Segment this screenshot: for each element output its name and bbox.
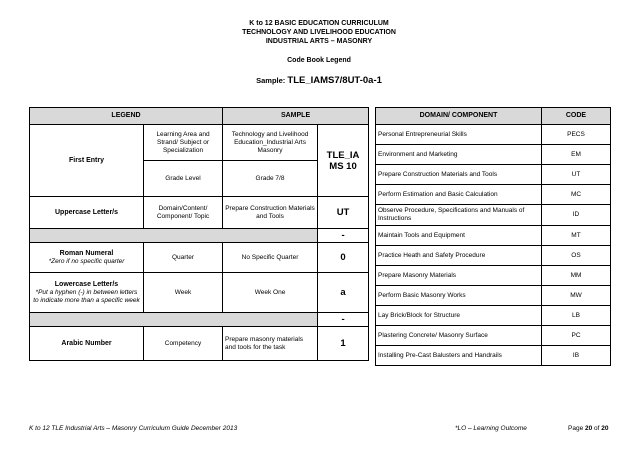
arabic-number-label: Arabic Number (30, 327, 144, 361)
domain-name: Observe Procedure, Specifications and Manuals of Instructions (376, 205, 542, 226)
domain-name: Prepare Construction Materials and Tools (376, 165, 542, 185)
week-value: Week One (223, 273, 318, 313)
legend-table (29, 107, 369, 361)
domain-component-header: DOMAIN/ COMPONENT (376, 108, 542, 125)
domain-name: Plastering Concrete/ Masonry Surface (376, 326, 542, 346)
lowercase-letters-cell (30, 273, 144, 313)
roman-numeral-note: *Zero if no specific quarter (48, 257, 125, 265)
domain-code: LB (542, 306, 611, 326)
separator-row-2 (30, 313, 318, 327)
domain-label: Domain/Content/ Component/ Topic (144, 197, 223, 229)
page-indicator (568, 425, 609, 432)
domain-name: Personal Entrepreneurial Skills (376, 125, 542, 145)
domain-code: MC (542, 185, 611, 205)
doc-title-line3: INDUSTRIAL ARTS – MASONRY (265, 38, 373, 45)
separator-row-1 (30, 229, 318, 243)
domain-code-table (375, 107, 611, 366)
lowercase-letters-note: *Put a hyphen (-) in between letters to indicate more than a specific week (33, 288, 140, 304)
learning-area-value: Technology and Livelihood Education_Industrial Arts Masonry (223, 125, 318, 161)
page-number: 20 (585, 425, 593, 432)
domain-name: Installing Pre-Cast Balusters and Handrails (376, 346, 542, 366)
domain-name: Perform Basic Masonry Works (376, 286, 542, 306)
domain-name: Prepare Masonry Materials (376, 266, 542, 286)
grade-level-value: Grade 7/8 (223, 161, 318, 197)
hyphen-2: - (318, 313, 369, 327)
competency-code: 1 (318, 327, 369, 361)
week-label: Week (144, 273, 223, 313)
domain-name: Lay Brick/Block for Structure (376, 306, 542, 326)
first-entry-code: TLE_IA MS 10 (318, 125, 369, 197)
domain-value: Prepare Construction Materials and Tools (223, 197, 318, 229)
code-book-legend-title: Code Book Legend (287, 57, 351, 64)
footer-guide-title: K to 12 TLE Industrial Arts – Masonry Curriculum Guide December 2013 (29, 425, 238, 432)
uppercase-letters-label: Uppercase Letter/s (30, 197, 144, 229)
domain-code: MT (542, 226, 611, 246)
learning-area-label: Learning Area and Strand/ Subject or Specialization (144, 125, 223, 161)
grade-level-label: Grade Level (144, 161, 223, 197)
sample-label: Sample: (256, 76, 286, 85)
code-header: CODE (542, 108, 611, 125)
week-code: a (318, 273, 369, 313)
quarter-code: 0 (318, 243, 369, 273)
domain-code: PECS (542, 125, 611, 145)
domain-code: UT (318, 197, 369, 229)
quarter-value: No Specific Quarter (223, 243, 318, 273)
doc-title-line1: K to 12 BASIC EDUCATION CURRICULUM (249, 20, 389, 27)
domain-code: OS (542, 246, 611, 266)
first-entry-label: First Entry (30, 125, 144, 197)
domain-code: ID (542, 205, 611, 226)
roman-numeral-label: Roman Numeral (59, 249, 114, 257)
roman-numeral-cell (30, 243, 144, 273)
competency-label: Competency (144, 327, 223, 361)
sample-header: SAMPLE (223, 108, 369, 125)
footer-lo-note: *LO – Learning Outcome (455, 425, 527, 432)
lowercase-letters-label: Lowercase Letter/s (54, 280, 119, 288)
sample-line (0, 75, 638, 86)
hyphen-1: - (318, 229, 369, 243)
domain-name: Environment and Marketing (376, 145, 542, 165)
quarter-label: Quarter (144, 243, 223, 273)
domain-code: EM (542, 145, 611, 165)
page-label: Page (568, 425, 584, 432)
domain-code: PC (542, 326, 611, 346)
sample-code: TLE_IAMS7/8UT-0a-1 (287, 75, 382, 86)
domain-name: Practice Heath and Safety Procedure (376, 246, 542, 266)
domain-code: MW (542, 286, 611, 306)
doc-title-line2: TECHNOLOGY AND LIVELIHOOD EDUCATION (242, 29, 396, 36)
competency-value: Prepare masonry materials and tools for the task (223, 327, 318, 361)
domain-name: Perform Estimation and Basic Calculation (376, 185, 542, 205)
legend-header: LEGEND (30, 108, 223, 125)
domain-code: UT (542, 165, 611, 185)
domain-code: IB (542, 346, 611, 366)
domain-code: MM (542, 266, 611, 286)
of-label: of (594, 425, 600, 432)
page-total: 20 (601, 425, 609, 432)
domain-name: Maintain Tools and Equipment (376, 226, 542, 246)
